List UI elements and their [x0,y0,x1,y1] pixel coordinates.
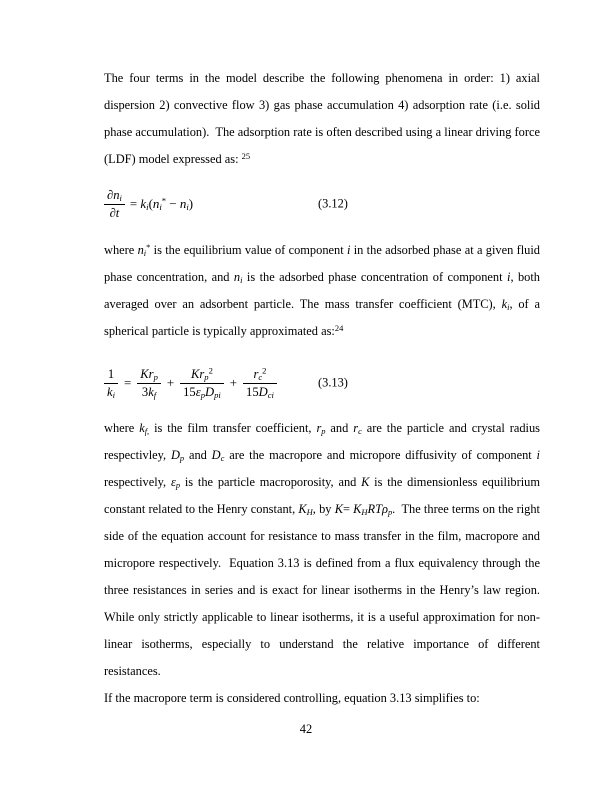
text-line: linear isotherms, especially to understand the relative importance of different resistances. [104,637,540,678]
text-line: While only strictly applicable to linear isotherms, it is a useful approximation for non- [104,610,540,624]
text-line: respectivley, $D_p$ and $D_c$ are the macropore and micropore diffusivity of component i [104,448,540,463]
equation-3-12 [104,184,540,224]
text-line: spherical particle is typically approximated as:$^{24}$ [104,322,344,338]
fraction-denominator: $k_i$ [107,384,115,400]
fraction-numerator: $r_c^2$ [243,367,277,383]
text-line: (LDF) model expressed as: $^{25}$ [104,150,251,166]
equation-rhs: = $k_i(n_i^* - n_i)$ [129,195,194,212]
paragraph-discussion [104,415,540,712]
body-text [104,65,540,712]
plus-sign: + [166,375,175,390]
fraction-numerator: 1 [104,367,118,383]
fraction-denominator: ∂t [109,205,120,220]
text-line: where $k_{f,}$ is the film transfer coefficient, $r_p$ and $r_c$ are the particle and crystal radius [104,421,540,436]
equation-number: (3.12) [318,196,348,211]
fraction-numerator: $\partial n_i$ [104,188,125,204]
paragraph-intro [104,65,540,173]
equation-3-13 [104,360,540,406]
fraction-denominator: $15D_{ci}$ [246,384,274,400]
fraction-dni-dt [104,188,125,220]
fraction-numerator: $Kr_p^2$ [180,367,224,383]
text-line: three resistances in series and is exact for linear isotherms in the Henry’s law region. [104,583,540,597]
text-line: where $n_i^*$ is the equilibrium value of component i in the adsorbed phase at a given fluid [104,241,540,258]
text-line: constant related to the Henry constant, $K_H$, by $K= K_HRT\rho_p$. The three terms on the right [104,502,540,517]
fraction-film-term [137,367,161,399]
text-line: dispersion 2) convective flow 3) gas phase accumulation 4) adsorption rate (i.e. solid [104,98,540,112]
fraction-denominator: $15\varepsilon_pD_{pi}$ [183,384,221,400]
equals-sign: = [123,375,132,390]
text-line: micropore respectively. Equation 3.13 is defined from a flux equivalency through the [104,556,540,570]
text-line: respectively, $\varepsilon_p$ is the particle macroporosity, and K is the dimensionless equilibrium [104,475,540,490]
fraction-1-ki [104,367,118,399]
fraction-denominator: $3k_f$ [141,384,157,400]
text-line: phase concentration, and $n_i$ is the adsorbed phase concentration of component i, both [104,270,541,285]
equation-number: (3.13) [318,375,348,390]
text-line: averaged over an adsorbent particle. The mass transfer coefficient (MTC), $k_i$, of a [104,297,540,312]
fraction-micropore-term [243,367,277,399]
text-line: The four terms in the model describe the following phenomena in order: 1) axial [104,71,540,85]
text-line: phase accumulation). The adsorption rate is often described using a linear driving force [104,125,540,139]
text-line: If the macropore term is considered controlling, equation 3.13 simplifies to: [104,691,480,705]
text-line: side of the equation account for resistance to mass transfer in the film, macropore and [104,529,540,543]
plus-sign: + [229,375,238,390]
fraction-numerator: $Kr_p$ [137,367,161,383]
page-number: 42 [299,722,313,736]
paragraph-equilibrium [104,237,540,345]
fraction-macropore-term [180,367,224,399]
